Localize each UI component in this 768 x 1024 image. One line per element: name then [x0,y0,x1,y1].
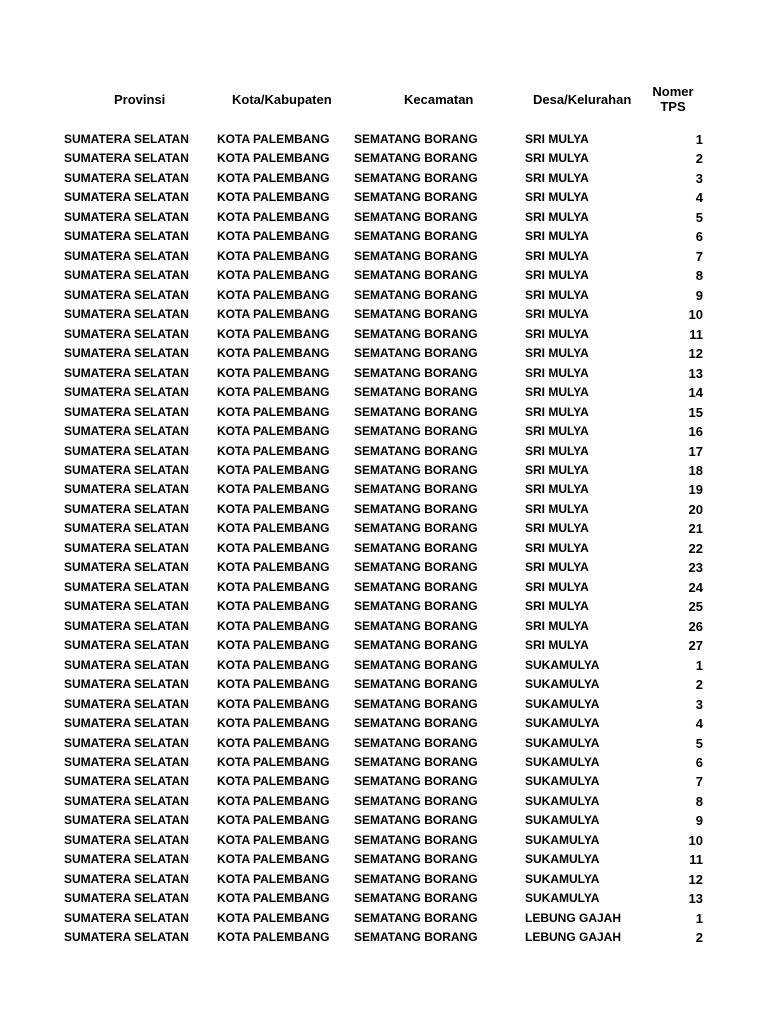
cell-desa-kelurahan: SRI MULYA [525,268,589,283]
cell-kecamatan: SEMATANG BORANG [354,209,478,224]
cell-nomer-tps: 18 [688,462,703,478]
table-row [0,403,768,422]
cell-provinsi: SUMATERA SELATAN [64,462,189,477]
cell-kecamatan: SEMATANG BORANG [354,579,478,594]
cell-kecamatan: SEMATANG BORANG [354,716,478,731]
cell-kecamatan: SEMATANG BORANG [354,813,478,828]
cell-provinsi: SUMATERA SELATAN [64,677,189,692]
table-row [0,266,768,285]
cell-kecamatan: SEMATANG BORANG [354,190,478,205]
cell-nomer-tps: 13 [688,365,703,381]
cell-desa-kelurahan: SUKAMULYA [525,871,600,886]
cell-provinsi: SUMATERA SELATAN [64,618,189,633]
cell-kecamatan: SEMATANG BORANG [354,307,478,322]
table-row [0,714,768,733]
table-row [0,792,768,811]
table-row [0,578,768,597]
cell-kota-kabupaten: KOTA PALEMBANG [217,404,330,419]
cell-desa-kelurahan: SUKAMULYA [525,677,600,692]
cell-nomer-tps: 19 [688,482,703,498]
cell-desa-kelurahan: SUKAMULYA [525,813,600,828]
cell-kota-kabupaten: KOTA PALEMBANG [217,268,330,283]
cell-kecamatan: SEMATANG BORANG [354,229,478,244]
cell-provinsi: SUMATERA SELATAN [64,735,189,750]
cell-kota-kabupaten: KOTA PALEMBANG [217,170,330,185]
cell-nomer-tps: 17 [688,443,703,459]
cell-kota-kabupaten: KOTA PALEMBANG [217,930,330,945]
table-row [0,500,768,519]
table-row [0,753,768,772]
cell-nomer-tps: 1 [695,132,703,147]
cell-kota-kabupaten: KOTA PALEMBANG [217,307,330,322]
cell-provinsi: SUMATERA SELATAN [64,891,189,906]
cell-kecamatan: SEMATANG BORANG [354,248,478,263]
cell-kota-kabupaten: KOTA PALEMBANG [217,443,330,458]
cell-desa-kelurahan: SRI MULYA [525,618,589,633]
cell-kecamatan: SEMATANG BORANG [354,326,478,341]
cell-provinsi: SUMATERA SELATAN [64,385,189,400]
header-nomer-tps: Nomer TPS [652,84,694,114]
cell-kota-kabupaten: KOTA PALEMBANG [217,599,330,614]
cell-kecamatan: SEMATANG BORANG [354,404,478,419]
table-row [0,909,768,928]
cell-kecamatan: SEMATANG BORANG [354,482,478,497]
cell-desa-kelurahan: SRI MULYA [525,326,589,341]
cell-kota-kabupaten: KOTA PALEMBANG [217,287,330,302]
cell-kota-kabupaten: KOTA PALEMBANG [217,774,330,789]
cell-desa-kelurahan: SRI MULYA [525,151,589,166]
cell-nomer-tps: 2 [695,151,703,167]
cell-nomer-tps: 12 [688,871,703,887]
cell-desa-kelurahan: SRI MULYA [525,638,589,653]
cell-nomer-tps: 13 [688,891,703,907]
table-row [0,188,768,207]
cell-kota-kabupaten: KOTA PALEMBANG [217,540,330,555]
cell-kecamatan: SEMATANG BORANG [354,755,478,769]
table-row [0,695,768,714]
cell-provinsi: SUMATERA SELATAN [64,774,189,789]
cell-provinsi: SUMATERA SELATAN [64,755,189,769]
header-kecamatan: Kecamatan [404,92,474,107]
cell-provinsi: SUMATERA SELATAN [64,910,189,925]
table-row [0,870,768,889]
cell-desa-kelurahan: SRI MULYA [525,346,589,361]
cell-nomer-tps: 10 [688,307,703,323]
cell-kecamatan: SEMATANG BORANG [354,346,478,361]
cell-kota-kabupaten: KOTA PALEMBANG [217,229,330,244]
cell-nomer-tps: 8 [695,793,703,809]
cell-kota-kabupaten: KOTA PALEMBANG [217,385,330,400]
cell-provinsi: SUMATERA SELATAN [64,793,189,808]
cell-provinsi: SUMATERA SELATAN [64,579,189,594]
cell-kecamatan: SEMATANG BORANG [354,151,478,166]
cell-kota-kabupaten: KOTA PALEMBANG [217,696,330,711]
cell-nomer-tps: 2 [695,930,703,946]
cell-desa-kelurahan: SUKAMULYA [525,852,600,867]
table-row [0,442,768,461]
cell-desa-kelurahan: LEBUNG GAJAH [525,910,622,925]
table-row [0,305,768,324]
cell-nomer-tps: 7 [695,248,703,264]
cell-nomer-tps: 1 [695,657,703,673]
cell-desa-kelurahan: SRI MULYA [525,229,589,244]
cell-kota-kabupaten: KOTA PALEMBANG [217,677,330,692]
cell-nomer-tps: 25 [688,599,703,615]
cell-kecamatan: SEMATANG BORANG [354,462,478,477]
cell-kota-kabupaten: KOTA PALEMBANG [217,755,330,769]
cell-desa-kelurahan: SUKAMULYA [525,793,600,808]
table-row [0,850,768,869]
cell-nomer-tps: 9 [695,813,703,829]
cell-provinsi: SUMATERA SELATAN [64,832,189,847]
table-header [0,82,768,118]
cell-desa-kelurahan: SUKAMULYA [525,832,600,847]
cell-desa-kelurahan: SRI MULYA [525,209,589,224]
table-row [0,675,768,694]
cell-provinsi: SUMATERA SELATAN [64,132,189,146]
cell-provinsi: SUMATERA SELATAN [64,307,189,322]
cell-kecamatan: SEMATANG BORANG [354,657,478,672]
table-row [0,286,768,305]
cell-kecamatan: SEMATANG BORANG [354,930,478,945]
cell-kota-kabupaten: KOTA PALEMBANG [217,482,330,497]
cell-provinsi: SUMATERA SELATAN [64,871,189,886]
cell-kecamatan: SEMATANG BORANG [354,677,478,692]
cell-kecamatan: SEMATANG BORANG [354,735,478,750]
table-row [0,130,768,149]
table-row [0,811,768,830]
cell-kecamatan: SEMATANG BORANG [354,268,478,283]
cell-nomer-tps: 26 [688,618,703,634]
cell-kecamatan: SEMATANG BORANG [354,424,478,439]
table-row [0,461,768,480]
table-row [0,208,768,227]
cell-nomer-tps: 21 [688,521,703,537]
cell-provinsi: SUMATERA SELATAN [64,190,189,205]
cell-kota-kabupaten: KOTA PALEMBANG [217,579,330,594]
cell-provinsi: SUMATERA SELATAN [64,638,189,653]
cell-nomer-tps: 4 [695,190,703,206]
cell-desa-kelurahan: SRI MULYA [525,599,589,614]
cell-kota-kabupaten: KOTA PALEMBANG [217,832,330,847]
cell-desa-kelurahan: SRI MULYA [525,521,589,536]
cell-kota-kabupaten: KOTA PALEMBANG [217,910,330,925]
cell-nomer-tps: 12 [688,346,703,362]
cell-provinsi: SUMATERA SELATAN [64,540,189,555]
cell-provinsi: SUMATERA SELATAN [64,424,189,439]
cell-kecamatan: SEMATANG BORANG [354,501,478,516]
cell-provinsi: SUMATERA SELATAN [64,209,189,224]
cell-desa-kelurahan: SUKAMULYA [525,735,600,750]
cell-kota-kabupaten: KOTA PALEMBANG [217,209,330,224]
cell-nomer-tps: 24 [688,579,703,595]
cell-nomer-tps: 1 [695,910,703,926]
cell-kota-kabupaten: KOTA PALEMBANG [217,248,330,263]
cell-kecamatan: SEMATANG BORANG [354,521,478,536]
cell-provinsi: SUMATERA SELATAN [64,716,189,731]
cell-nomer-tps: 14 [688,385,703,401]
cell-kota-kabupaten: KOTA PALEMBANG [217,424,330,439]
cell-nomer-tps: 22 [688,540,703,556]
cell-desa-kelurahan: SUKAMULYA [525,774,600,789]
table-row [0,519,768,538]
cell-desa-kelurahan: LEBUNG GAJAH [525,930,622,945]
table-row [0,558,768,577]
cell-nomer-tps: 8 [695,268,703,284]
cell-kecamatan: SEMATANG BORANG [354,443,478,458]
table-row [0,344,768,363]
cell-kota-kabupaten: KOTA PALEMBANG [217,852,330,867]
cell-provinsi: SUMATERA SELATAN [64,657,189,672]
table-row [0,169,768,188]
cell-provinsi: SUMATERA SELATAN [64,326,189,341]
cell-kecamatan: SEMATANG BORANG [354,852,478,867]
cell-kota-kabupaten: KOTA PALEMBANG [217,657,330,672]
cell-desa-kelurahan: SRI MULYA [525,540,589,555]
cell-nomer-tps: 11 [689,852,703,868]
cell-kota-kabupaten: KOTA PALEMBANG [217,132,330,146]
cell-desa-kelurahan: SRI MULYA [525,287,589,302]
table-row [0,597,768,616]
cell-desa-kelurahan: SUKAMULYA [525,716,600,731]
table-row [0,656,768,675]
cell-desa-kelurahan: SUKAMULYA [525,891,600,906]
cell-kota-kabupaten: KOTA PALEMBANG [217,190,330,205]
table-row [0,227,768,246]
cell-desa-kelurahan: SRI MULYA [525,307,589,322]
cell-kota-kabupaten: KOTA PALEMBANG [217,521,330,536]
table-row [0,480,768,499]
table-row [0,831,768,850]
cell-provinsi: SUMATERA SELATAN [64,482,189,497]
cell-desa-kelurahan: SUKAMULYA [525,657,600,672]
cell-provinsi: SUMATERA SELATAN [64,852,189,867]
cell-provinsi: SUMATERA SELATAN [64,443,189,458]
cell-nomer-tps: 3 [695,170,703,186]
cell-provinsi: SUMATERA SELATAN [64,151,189,166]
cell-nomer-tps: 6 [695,229,703,245]
cell-kota-kabupaten: KOTA PALEMBANG [217,346,330,361]
table-row [0,383,768,402]
cell-nomer-tps: 6 [695,755,703,770]
cell-nomer-tps: 27 [688,638,703,654]
cell-desa-kelurahan: SRI MULYA [525,482,589,497]
cell-kota-kabupaten: KOTA PALEMBANG [217,151,330,166]
cell-kota-kabupaten: KOTA PALEMBANG [217,716,330,731]
cell-kecamatan: SEMATANG BORANG [354,891,478,906]
cell-nomer-tps: 4 [695,716,703,732]
cell-nomer-tps: 11 [689,326,703,342]
cell-nomer-tps: 7 [695,774,703,790]
cell-kota-kabupaten: KOTA PALEMBANG [217,735,330,750]
table-row [0,889,768,908]
cell-kota-kabupaten: KOTA PALEMBANG [217,365,330,380]
cell-kecamatan: SEMATANG BORANG [354,871,478,886]
table-row [0,325,768,344]
cell-provinsi: SUMATERA SELATAN [64,365,189,380]
table-row [0,539,768,558]
cell-desa-kelurahan: SRI MULYA [525,248,589,263]
cell-kecamatan: SEMATANG BORANG [354,793,478,808]
cell-nomer-tps: 23 [688,560,703,576]
cell-kecamatan: SEMATANG BORANG [354,132,478,146]
cell-kota-kabupaten: KOTA PALEMBANG [217,501,330,516]
cell-desa-kelurahan: SRI MULYA [525,560,589,575]
cell-desa-kelurahan: SRI MULYA [525,170,589,185]
cell-kota-kabupaten: KOTA PALEMBANG [217,638,330,653]
cell-kota-kabupaten: KOTA PALEMBANG [217,793,330,808]
cell-kota-kabupaten: KOTA PALEMBANG [217,326,330,341]
cell-kecamatan: SEMATANG BORANG [354,774,478,789]
cell-kota-kabupaten: KOTA PALEMBANG [217,618,330,633]
table-row [0,636,768,655]
cell-kota-kabupaten: KOTA PALEMBANG [217,891,330,906]
cell-provinsi: SUMATERA SELATAN [64,346,189,361]
table-row [0,928,768,947]
cell-nomer-tps: 9 [695,287,703,303]
cell-kota-kabupaten: KOTA PALEMBANG [217,813,330,828]
cell-nomer-tps: 10 [688,832,703,848]
cell-kecamatan: SEMATANG BORANG [354,540,478,555]
cell-nomer-tps: 16 [688,424,703,440]
cell-provinsi: SUMATERA SELATAN [64,287,189,302]
cell-kecamatan: SEMATANG BORANG [354,365,478,380]
cell-provinsi: SUMATERA SELATAN [64,696,189,711]
cell-kecamatan: SEMATANG BORANG [354,170,478,185]
table-body [0,130,768,948]
cell-desa-kelurahan: SRI MULYA [525,190,589,205]
cell-desa-kelurahan: SUKAMULYA [525,696,600,711]
cell-provinsi: SUMATERA SELATAN [64,248,189,263]
table-row [0,772,768,791]
cell-nomer-tps: 2 [695,677,703,693]
cell-kecamatan: SEMATANG BORANG [354,560,478,575]
cell-desa-kelurahan: SRI MULYA [525,501,589,516]
cell-kecamatan: SEMATANG BORANG [354,618,478,633]
cell-desa-kelurahan: SRI MULYA [525,424,589,439]
cell-provinsi: SUMATERA SELATAN [64,501,189,516]
cell-provinsi: SUMATERA SELATAN [64,930,189,945]
cell-nomer-tps: 20 [688,501,703,517]
cell-provinsi: SUMATERA SELATAN [64,404,189,419]
cell-nomer-tps: 15 [688,404,703,420]
cell-kecamatan: SEMATANG BORANG [354,832,478,847]
cell-nomer-tps: 5 [695,209,703,225]
cell-kecamatan: SEMATANG BORANG [354,696,478,711]
cell-provinsi: SUMATERA SELATAN [64,268,189,283]
cell-provinsi: SUMATERA SELATAN [64,599,189,614]
cell-nomer-tps: 5 [695,735,703,751]
cell-kota-kabupaten: KOTA PALEMBANG [217,462,330,477]
cell-desa-kelurahan: SRI MULYA [525,404,589,419]
cell-kota-kabupaten: KOTA PALEMBANG [217,871,330,886]
table-row [0,734,768,753]
cell-desa-kelurahan: SRI MULYA [525,443,589,458]
cell-desa-kelurahan: SRI MULYA [525,385,589,400]
cell-provinsi: SUMATERA SELATAN [64,521,189,536]
cell-kecamatan: SEMATANG BORANG [354,910,478,925]
table-row [0,364,768,383]
table-row [0,149,768,168]
table-row [0,422,768,441]
header-provinsi: Provinsi [114,92,166,107]
cell-provinsi: SUMATERA SELATAN [64,170,189,185]
cell-desa-kelurahan: SUKAMULYA [525,755,600,769]
cell-kecamatan: SEMATANG BORANG [354,599,478,614]
cell-provinsi: SUMATERA SELATAN [64,229,189,244]
cell-provinsi: SUMATERA SELATAN [64,560,189,575]
header-kota-kabupaten: Kota/Kabupaten [232,92,332,107]
cell-desa-kelurahan: SRI MULYA [525,462,589,477]
cell-kecamatan: SEMATANG BORANG [354,287,478,302]
header-desa-kelurahan: Desa/Kelurahan [533,92,632,107]
cell-nomer-tps: 3 [695,696,703,712]
cell-kota-kabupaten: KOTA PALEMBANG [217,560,330,575]
table-row [0,617,768,636]
cell-desa-kelurahan: SRI MULYA [525,365,589,380]
cell-desa-kelurahan: SRI MULYA [525,579,589,594]
table-row [0,247,768,266]
cell-provinsi: SUMATERA SELATAN [64,813,189,828]
cell-kecamatan: SEMATANG BORANG [354,385,478,400]
cell-desa-kelurahan: SRI MULYA [525,132,589,146]
cell-kecamatan: SEMATANG BORANG [354,638,478,653]
